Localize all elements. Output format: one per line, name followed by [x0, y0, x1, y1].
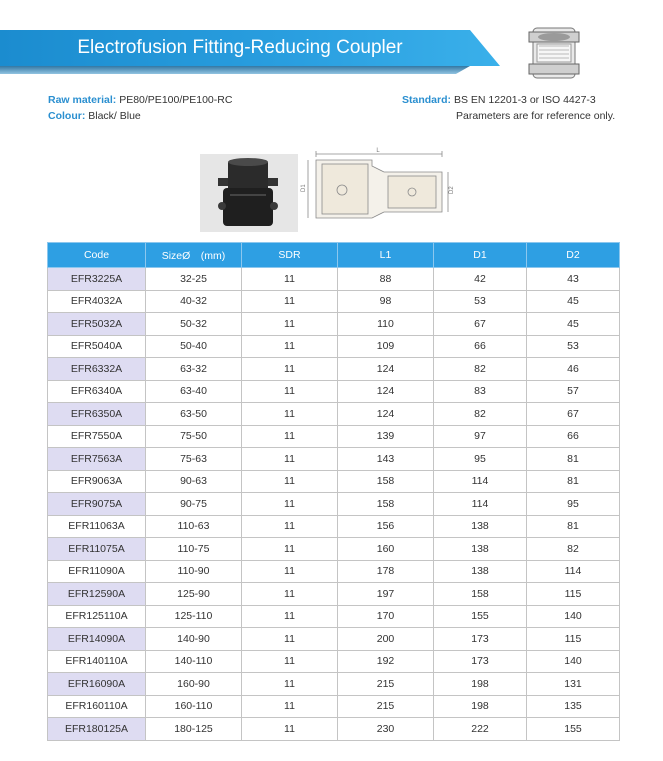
cell-d1: 42 [434, 268, 527, 291]
cell-d1: 222 [434, 718, 527, 741]
raw-material-label: Raw material: [48, 94, 117, 106]
cell-code: EFR160110A [48, 695, 146, 718]
cell-sdr: 11 [242, 560, 338, 583]
cell-l1: 197 [338, 583, 434, 606]
colour-value: Black/ Blue [88, 110, 141, 122]
cell-sdr: 11 [242, 583, 338, 606]
cell-d1: 83 [434, 380, 527, 403]
cell-d2: 81 [527, 448, 620, 471]
cell-d2: 155 [527, 718, 620, 741]
cell-code: EFR140110A [48, 650, 146, 673]
title-banner-underline [0, 66, 470, 74]
cell-sdr: 11 [242, 358, 338, 381]
cell-code: EFR4032A [48, 290, 146, 313]
header-sdr: SDR [242, 243, 338, 268]
cell-code: EFR7550A [48, 425, 146, 448]
page-title: Electrofusion Fitting-Reducing Coupler [77, 37, 403, 58]
cell-size: 90-75 [146, 493, 242, 516]
cell-sdr: 11 [242, 538, 338, 561]
cell-size: 110-90 [146, 560, 242, 583]
standard-info [402, 92, 615, 124]
table-row [48, 560, 620, 583]
cell-size: 180-125 [146, 718, 242, 741]
table-row [48, 605, 620, 628]
cell-size: 110-63 [146, 515, 242, 538]
cell-d2: 53 [527, 335, 620, 358]
material-info [48, 92, 232, 124]
cell-size: 160-110 [146, 695, 242, 718]
cell-l1: 98 [338, 290, 434, 313]
cell-code: EFR14090A [48, 628, 146, 651]
table-row [48, 695, 620, 718]
cell-sdr: 11 [242, 605, 338, 628]
cell-d1: 198 [434, 695, 527, 718]
cell-size: 75-50 [146, 425, 242, 448]
cell-d2: 135 [527, 695, 620, 718]
cell-d2: 46 [527, 358, 620, 381]
header-d1: D1 [434, 243, 527, 268]
cell-size: 75-63 [146, 448, 242, 471]
cell-l1: 110 [338, 313, 434, 336]
cell-sdr: 11 [242, 380, 338, 403]
cell-d1: 158 [434, 583, 527, 606]
cell-sdr: 11 [242, 313, 338, 336]
cell-size: 140-110 [146, 650, 242, 673]
standard-value: BS EN 12201-3 or ISO 4427-3 [453, 94, 596, 106]
cell-code: EFR11075A [48, 538, 146, 561]
table-row [48, 470, 620, 493]
cell-d1: 97 [434, 425, 527, 448]
cell-d1: 95 [434, 448, 527, 471]
cell-sdr: 11 [242, 515, 338, 538]
cell-size: 140-90 [146, 628, 242, 651]
cell-d2: 114 [527, 560, 620, 583]
drawing-label-l: L [376, 148, 380, 154]
cell-l1: 160 [338, 538, 434, 561]
cell-d2: 115 [527, 583, 620, 606]
cell-l1: 143 [338, 448, 434, 471]
table-row [48, 425, 620, 448]
cell-size: 50-40 [146, 335, 242, 358]
cell-d1: 138 [434, 538, 527, 561]
cell-size: 90-63 [146, 470, 242, 493]
cell-code: EFR6350A [48, 403, 146, 426]
cell-l1: 109 [338, 335, 434, 358]
spec-table-header [48, 243, 620, 268]
cell-code: EFR12590A [48, 583, 146, 606]
cell-l1: 158 [338, 493, 434, 516]
cell-d1: 138 [434, 560, 527, 583]
cell-d1: 67 [434, 313, 527, 336]
cell-l1: 170 [338, 605, 434, 628]
cell-d1: 198 [434, 673, 527, 696]
drawing-label-d2: D2 [449, 186, 455, 194]
header-l1: L1 [338, 243, 434, 268]
reference-note: Parameters are for reference only. [456, 110, 616, 122]
cell-l1: 88 [338, 268, 434, 291]
cell-code: EFR5040A [48, 335, 146, 358]
colour-label: Colour: [48, 110, 86, 122]
cell-l1: 192 [338, 650, 434, 673]
cell-sdr: 11 [242, 628, 338, 651]
cell-sdr: 11 [242, 695, 338, 718]
cell-size: 40-32 [146, 290, 242, 313]
cell-d1: 138 [434, 515, 527, 538]
cell-l1: 200 [338, 628, 434, 651]
table-row [48, 583, 620, 606]
cell-code: EFR11063A [48, 515, 146, 538]
cell-sdr: 11 [242, 290, 338, 313]
cell-code: EFR6340A [48, 380, 146, 403]
cell-d2: 43 [527, 268, 620, 291]
cell-d2: 140 [527, 605, 620, 628]
cell-size: 50-32 [146, 313, 242, 336]
cell-code: EFR3225A [48, 268, 146, 291]
cell-size: 160-90 [146, 673, 242, 696]
table-row [48, 358, 620, 381]
cell-code: EFR11090A [48, 560, 146, 583]
cell-d2: 140 [527, 650, 620, 673]
cell-code: EFR7563A [48, 448, 146, 471]
cell-d1: 82 [434, 358, 527, 381]
table-row [48, 380, 620, 403]
cell-size: 63-50 [146, 403, 242, 426]
cell-code: EFR6332A [48, 358, 146, 381]
table-row [48, 448, 620, 471]
cell-d1: 155 [434, 605, 527, 628]
cell-l1: 215 [338, 695, 434, 718]
cell-size: 125-110 [146, 605, 242, 628]
cell-d1: 66 [434, 335, 527, 358]
cell-d1: 114 [434, 470, 527, 493]
spec-table [47, 242, 620, 741]
cell-d2: 115 [527, 628, 620, 651]
cell-d1: 114 [434, 493, 527, 516]
cell-d2: 95 [527, 493, 620, 516]
standard-label: Standard: [402, 94, 452, 106]
cell-d2: 66 [527, 425, 620, 448]
cell-d1: 173 [434, 650, 527, 673]
table-row [48, 718, 620, 741]
table-row [48, 403, 620, 426]
cell-sdr: 11 [242, 335, 338, 358]
coupler-photo [200, 154, 298, 232]
cell-l1: 178 [338, 560, 434, 583]
cell-d2: 131 [527, 673, 620, 696]
cell-size: 63-32 [146, 358, 242, 381]
cell-sdr: 11 [242, 425, 338, 448]
header-size: SizeØ (mm) [146, 243, 242, 268]
cell-sdr: 11 [242, 470, 338, 493]
cell-d2: 45 [527, 290, 620, 313]
cell-l1: 139 [338, 425, 434, 448]
table-row [48, 650, 620, 673]
table-row [48, 335, 620, 358]
cell-d2: 45 [527, 313, 620, 336]
cell-sdr: 11 [242, 403, 338, 426]
cell-size: 125-90 [146, 583, 242, 606]
cell-code: EFR180125A [48, 718, 146, 741]
cell-sdr: 11 [242, 718, 338, 741]
cell-size: 110-75 [146, 538, 242, 561]
cell-sdr: 11 [242, 268, 338, 291]
table-row [48, 313, 620, 336]
cell-l1: 215 [338, 673, 434, 696]
cell-sdr: 11 [242, 493, 338, 516]
cell-d2: 81 [527, 515, 620, 538]
cell-l1: 230 [338, 718, 434, 741]
header-d2: D2 [527, 243, 620, 268]
table-row [48, 290, 620, 313]
raw-material-value: PE80/PE100/PE100-RC [119, 94, 233, 106]
cell-l1: 124 [338, 380, 434, 403]
cell-l1: 158 [338, 470, 434, 493]
cell-code: EFR9063A [48, 470, 146, 493]
cell-d1: 82 [434, 403, 527, 426]
coupler-thumbnail-image [523, 22, 585, 84]
drawing-label-d1: D1 [301, 184, 307, 192]
header-code: Code [48, 243, 146, 268]
cell-l1: 124 [338, 358, 434, 381]
coupler-technical-drawing [302, 146, 454, 230]
cell-d1: 53 [434, 290, 527, 313]
table-row [48, 268, 620, 291]
cell-d2: 81 [527, 470, 620, 493]
cell-code: EFR16090A [48, 673, 146, 696]
cell-l1: 124 [338, 403, 434, 426]
table-row [48, 515, 620, 538]
table-row [48, 673, 620, 696]
cell-sdr: 11 [242, 650, 338, 673]
cell-sdr: 11 [242, 673, 338, 696]
cell-size: 32-25 [146, 268, 242, 291]
cell-l1: 156 [338, 515, 434, 538]
cell-code: EFR5032A [48, 313, 146, 336]
cell-d2: 67 [527, 403, 620, 426]
table-row [48, 538, 620, 561]
table-row [48, 628, 620, 651]
cell-code: EFR9075A [48, 493, 146, 516]
table-row [48, 493, 620, 516]
cell-size: 63-40 [146, 380, 242, 403]
cell-d1: 173 [434, 628, 527, 651]
cell-d2: 82 [527, 538, 620, 561]
cell-sdr: 11 [242, 448, 338, 471]
cell-code: EFR125110A [48, 605, 146, 628]
cell-d2: 57 [527, 380, 620, 403]
